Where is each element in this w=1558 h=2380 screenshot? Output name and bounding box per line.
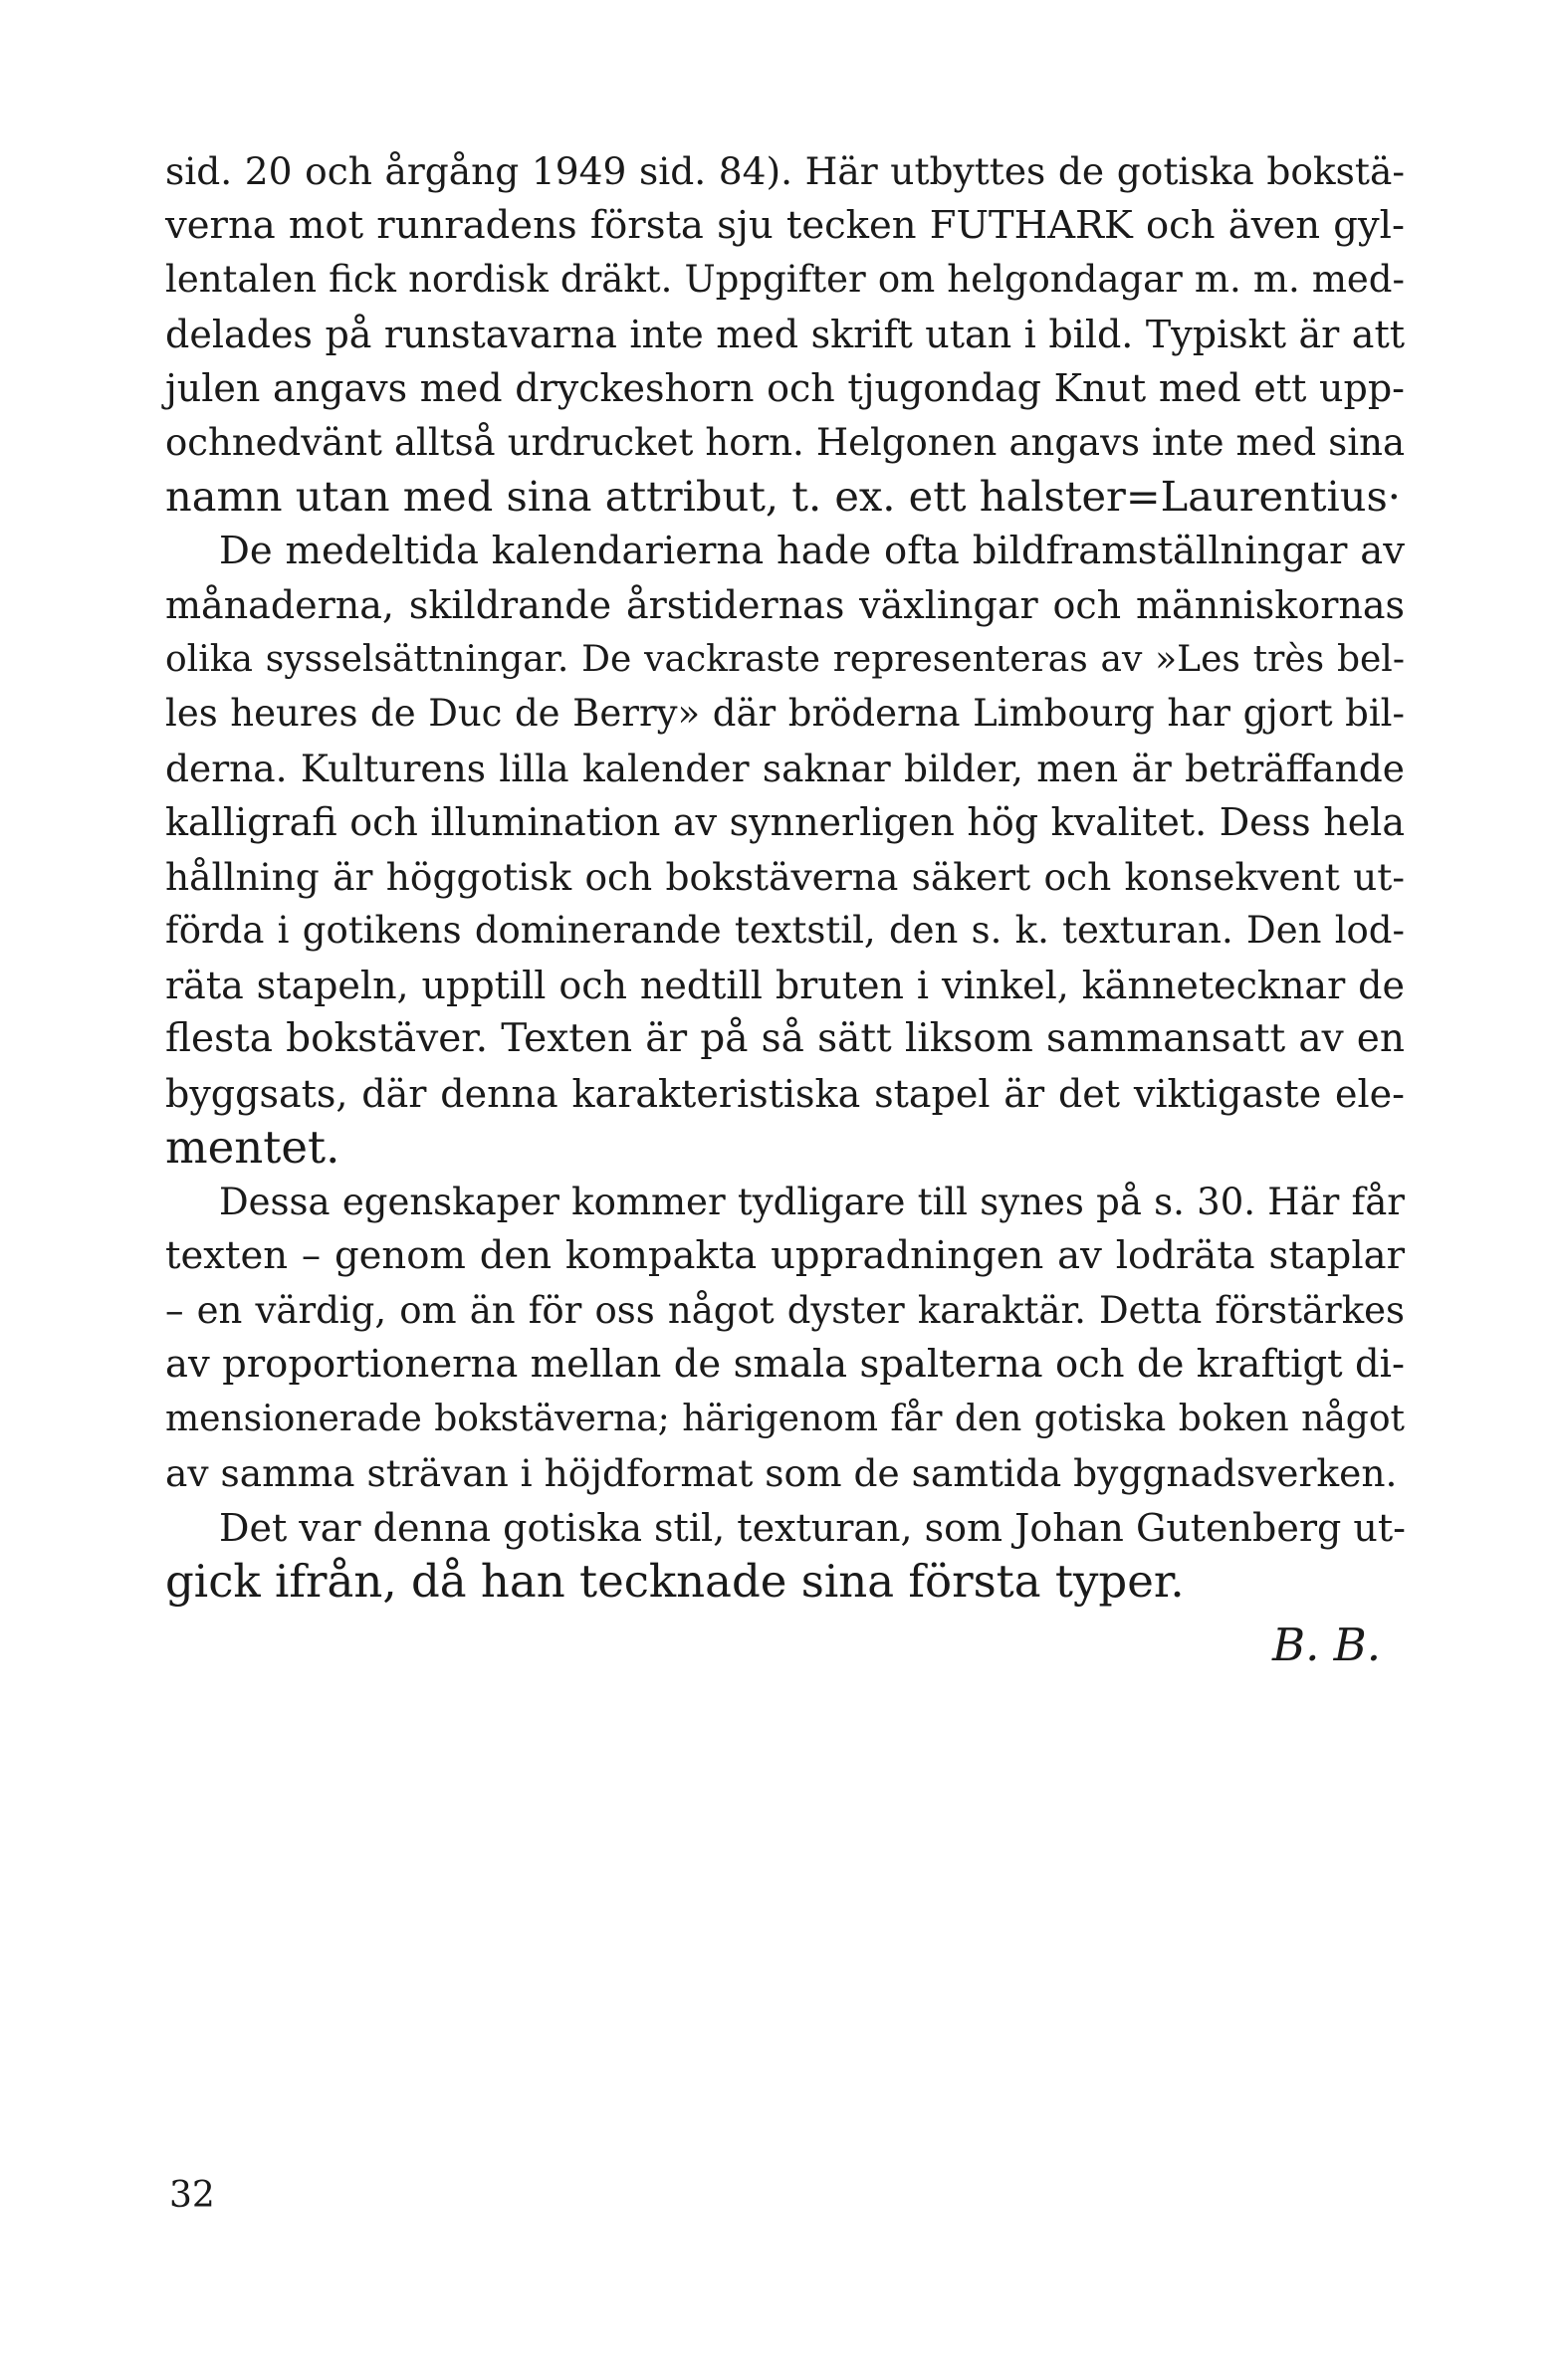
text-line: verna mot runradens första sju tecken FUTHARK och även gyl-	[165, 202, 1405, 248]
text-line: gick ifrån, då han tecknade sina första typer.	[165, 1555, 1185, 1608]
text-line: lentalen fick nordisk dräkt. Uppgifter om helgondagar m. m. med-	[165, 258, 1405, 301]
text-line: kalligrafi och illumination av synnerligen hög kvalitet. Dess hela	[165, 800, 1405, 844]
text-line: ochnedvänt alltså urdrucket horn. Helgonen angavs inte med sina	[165, 420, 1405, 464]
text-line: av proportionerna mellan de smala spalterna och de kraftigt di-	[165, 1342, 1405, 1387]
text-line: mentet.	[165, 1121, 340, 1174]
text-line: Det var denna gotiska stil, texturan, som Johan Gutenberg ut-	[219, 1505, 1406, 1550]
text-line: räta stapeln, upptill och nedtill bruten i vinkel, kännetecknar de	[165, 963, 1405, 1007]
text-line: mensionerade bokstäverna; härigenom får den gotiska boken något	[165, 1398, 1405, 1439]
paragraph	[165, 144, 1405, 525]
page-number: 32	[169, 2175, 215, 2216]
text-line: namn utan med sina attribut, t. ex. ett halster=Laurentius·	[165, 472, 1401, 521]
text-line: byggsats, där denna karakteristiska stapel är det viktigaste ele-	[165, 1071, 1405, 1116]
text-line: les heures de Duc de Berry» där bröderna Limbourg har gjort bil-	[165, 692, 1405, 735]
text-line: Dessa egenskaper kommer tydligare till synes på s. 30. Här får	[219, 1180, 1405, 1223]
body-text	[165, 144, 1405, 1610]
text-line: förda i gotikens dominerande textstil, den s. k. texturan. Den lod-	[165, 909, 1405, 952]
text-line: olika sysselsättningar. De vackraste representeras av »Les très bel-	[165, 638, 1405, 680]
paragraph	[165, 1501, 1405, 1610]
text-line: – en värdig, om än för oss något dyster karaktär. Detta förstärkes	[165, 1288, 1405, 1332]
paragraph	[165, 525, 1405, 1176]
paragraph	[165, 1176, 1405, 1501]
text-line: flesta bokstäver. Texten är på så sätt liksom sammansatt av en	[165, 1016, 1405, 1061]
text-line: derna. Kulturens lilla kalender saknar bilder, men är beträffande	[165, 746, 1405, 790]
text-line: månaderna, skildrande årstidernas växlingar och människornas	[165, 583, 1405, 627]
text-line: julen angavs med dryckeshorn och tjugondag Knut med ett upp-	[165, 366, 1405, 410]
text-line: delades på runstavarna inte med skrift utan i bild. Typiskt är att	[165, 312, 1405, 356]
text-line: av samma strävan i höjdformat som de samtida byggnadsverken.	[165, 1451, 1398, 1495]
text-line: De medeltida kalendarierna hade ofta bildframställningar av	[219, 528, 1405, 573]
text-line: sid. 20 och årgång 1949 sid. 84). Här utbyttes de gotiska bokstä-	[165, 149, 1405, 193]
text-line: hållning är höggotisk och bokstäverna säkert och konsekvent ut-	[165, 854, 1405, 899]
signature: B. B.	[1272, 1619, 1382, 1671]
text-line: texten – genom den kompakta uppradningen av lodräta staplar	[165, 1233, 1405, 1278]
